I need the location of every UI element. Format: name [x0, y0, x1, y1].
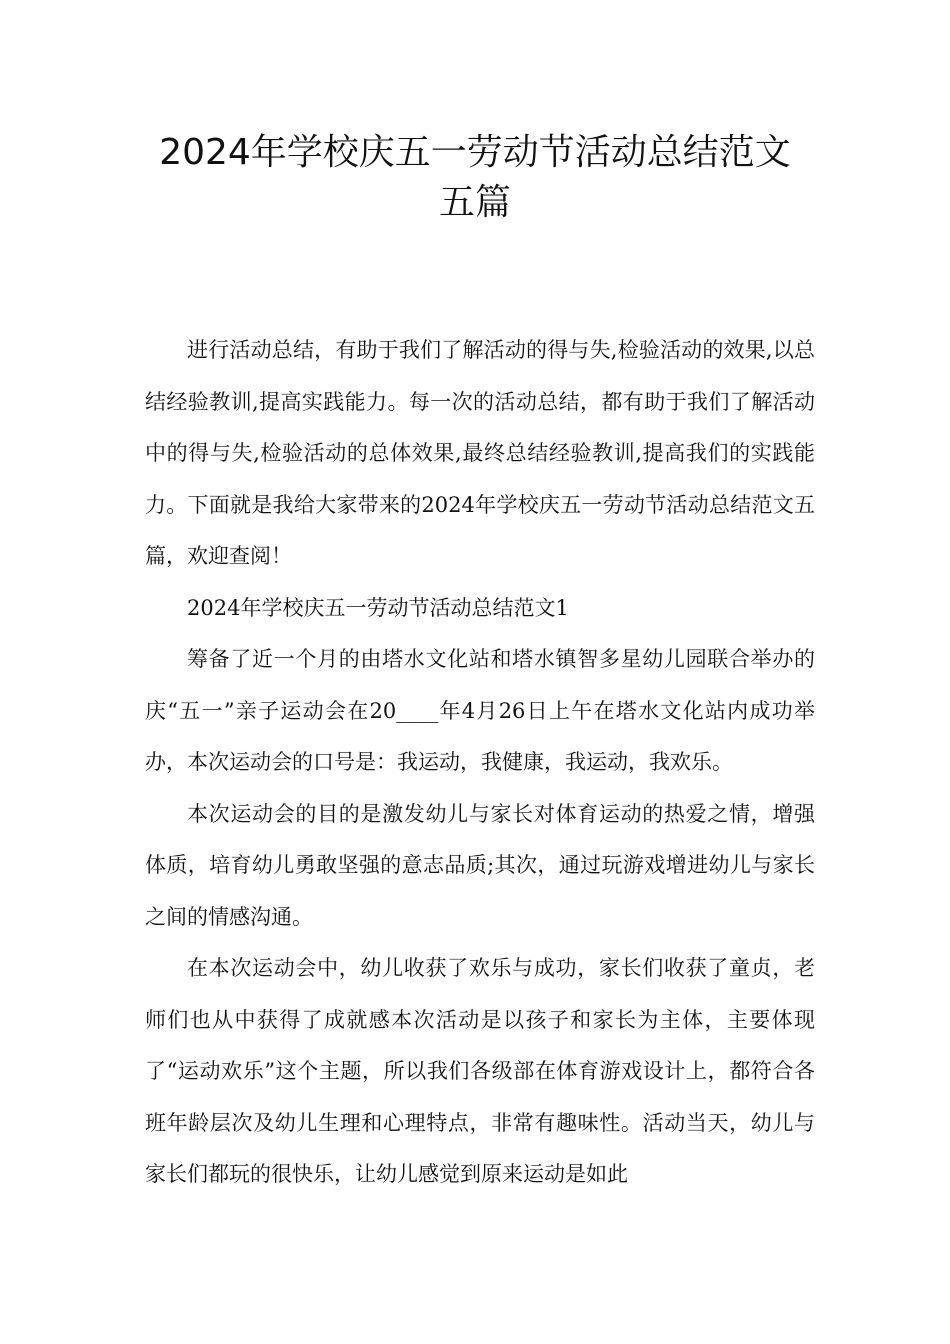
document-title	[120, 128, 830, 228]
body-paragraph: 在本次运动会中，幼儿收获了欢乐与成功，家长们收获了童贞，老师们也从中获得了成就感本次活动是以孩子和家长为主体，主要体现了“运动欢乐”这个主题，所以我们各级部在体育游戏设计上，都符合各班年龄层次及幼儿生理和心理特点，非常有趣味性。活动当天，幼儿与家长们都玩的很快乐，让幼儿感觉到原来运动是如此	[145, 956, 815, 1186]
document-body	[145, 325, 815, 1201]
body-paragraph: 本次运动会的目的是激发幼儿与家长对体育运动的热爱之情，增强体质，培育幼儿勇敢坚强的意志品质;其次，通过玩游戏增进幼儿与家长之间的情感沟通。	[145, 801, 815, 929]
body-paragraph: 筹备了近一个月的由塔水文化站和塔水镇智多星幼儿园联合举办的庆“五一”亲子运动会在20____年4月26日上午在塔水文化站内成功举办，本次运动会的口号是：我运动，我健康，我运动，我欢乐。	[145, 647, 815, 774]
section-heading: 2024年学校庆五一劳动节活动总结范文1	[187, 595, 569, 620]
document-title-line2: 五篇	[438, 182, 511, 223]
intro-paragraph: 进行活动总结，有助于我们了解活动的得与失,检验活动的效果,以总结经验教训,提高实践能力。每一次的活动总结，都有助于我们了解活动中的得与失,检验活动的总体效果,最终总结经验教训,提高我们的实践能力。下面就是我给大家带来的2024年学校庆五一劳动节活动总结范文五篇，欢迎查阅！	[145, 338, 815, 568]
document-title-line1: 2024年学校庆五一劳动节活动总结范文	[159, 132, 791, 173]
